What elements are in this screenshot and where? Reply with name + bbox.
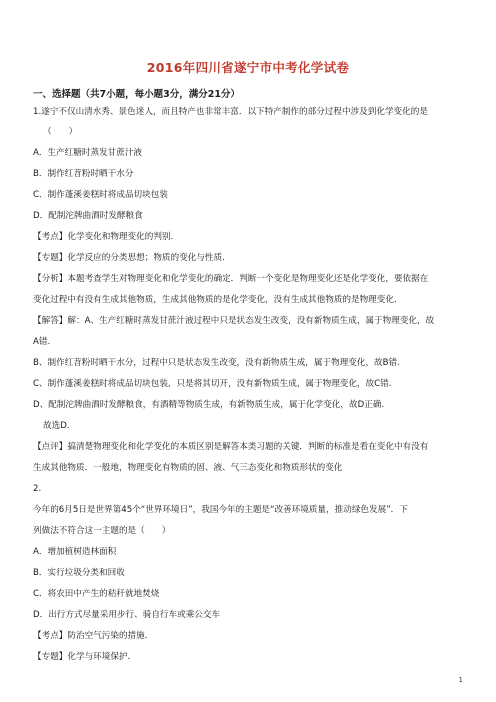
option-c: C．制作蓬溪姜糕时将成品切块包装 <box>33 190 168 200</box>
jieda-line-cont: A错. <box>33 337 51 347</box>
question-2-number: 2. <box>33 484 42 494</box>
document-title: 2016年四川省遂宁市中考化学试卷 <box>146 60 350 75</box>
answer-d-line: D、配制沱牌曲酒时发酵粮食，有酒精等物质生成，有新物质生成，属于化学变化，故D正确. <box>33 400 385 410</box>
question-2-stem: 今年的6月5日是世界第45个“世界环境日”，我国今年的主题是“改善环境质量，推动绿色发展”．下 <box>33 505 408 515</box>
jieda-line: 【解答】解：A、生产红糖时蒸发甘蔗汁液过程中只是状态发生改变，没有新物质生成，属于物理变化，故 <box>33 316 435 326</box>
q2-option-a: A．增加植树造林面积 <box>33 547 117 557</box>
q2-zhuanti-line: 【专题】化学与环境保护. <box>33 652 131 662</box>
choose-line: 故选D. <box>43 421 70 431</box>
zhuanti-line: 【专题】化学反应的分类思想；物质的变化与性质. <box>33 253 225 263</box>
page-number: 1 <box>458 676 463 684</box>
q2-kaodian-line: 【考点】防治空气污染的措施. <box>33 631 148 641</box>
question-1-bracket: （ ） <box>43 127 78 137</box>
option-b: B．制作红苕粉时晒干水分 <box>33 169 134 179</box>
fenxi-line-cont: 变化过程中有没有生成其他物质，生成其他物质的是化学变化，没有生成其他物质的是物理变化． <box>33 295 403 305</box>
option-d: D．配制沱牌曲酒时发酵粮食 <box>33 211 143 221</box>
q2-option-c: C．将农田中产生的秸秆就地焚烧 <box>33 589 160 599</box>
question-2-stem-cont: 列做法不符合这一主题的是（ ） <box>33 526 171 536</box>
answer-b-line: B、制作红苕粉时晒干水分，过程中只是状态发生改变，没有新物质生成，属于物理变化，故B错. <box>33 358 400 368</box>
section-heading: 一、选择题（共7小题，每小题3分，满分21分） <box>33 89 240 100</box>
fenxi-line: 【分析】本题考查学生对物理变化和化学变化的确定．判断一个变化是物理变化还是化学变化，要依据在 <box>33 274 429 284</box>
question-1-stem: 1.遂宁不仅山清水秀、景色迷人，而且特产也非常丰富．以下特产制作的部分过程中涉及到化学变化的是 <box>33 107 428 117</box>
dianping-line-cont: 生成其他物质．一般地，物理变化有物质的固、液、气三态变化和物质形状的变化 <box>33 463 343 473</box>
dianping-line: 【点评】搞清楚物理变化和化学变化的本质区别是解答本类习题的关键．判断的标准是看在变化中有没有 <box>33 442 429 452</box>
q2-option-d: D．出行方式尽量采用步行、骑自行车或乘公交车 <box>33 610 221 620</box>
q2-option-b: B．实行垃圾分类和回收 <box>33 568 125 578</box>
option-a: A．生产红糖时蒸发甘蔗汁液 <box>33 148 143 158</box>
answer-c-line: C、制作蓬溪姜糕时将成品切块包装，只是将其切开，没有新物质生成，属于物理变化，故C错. <box>33 379 392 389</box>
kaodian-line: 【考点】化学变化和物理变化的判别. <box>33 232 174 242</box>
